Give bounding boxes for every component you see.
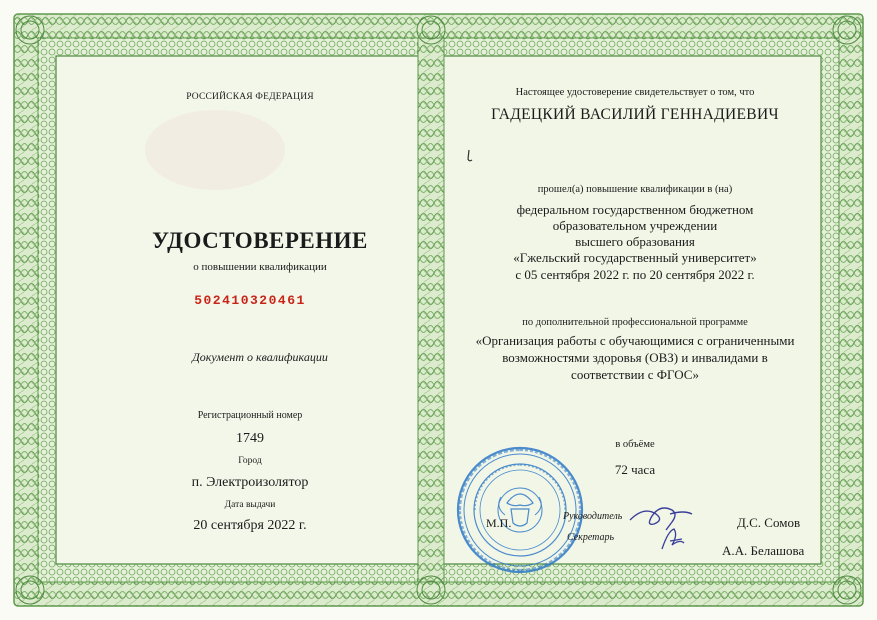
document-type: Документ о квалификации xyxy=(192,350,328,364)
holder-name: ГАДЕЦКИЙ ВАСИЛИЙ ГЕННАДИЕВИЧ xyxy=(491,106,779,123)
stamp-label: М.П. xyxy=(486,516,512,530)
training-period: с 05 сентября 2022 г. по 20 сентября 2022 г. xyxy=(515,267,755,282)
secretary-signature-icon xyxy=(658,525,692,553)
city: п. Электроизолятор xyxy=(191,475,309,490)
program-line: «Организация работы с обучающимися с ограниченными xyxy=(475,333,795,348)
program-line: соответствии с ФГОС» xyxy=(571,367,699,382)
official-seal-icon xyxy=(455,445,585,575)
certificate-title: УДОСТОВЕРЕНИЕ xyxy=(152,228,368,253)
serial-number: 502410320461 xyxy=(194,293,306,308)
head-name: Д.С. Сомов xyxy=(737,515,801,530)
registration-number-label: Регистрационный номер xyxy=(197,410,303,421)
institution-line: высшего образования xyxy=(575,234,695,249)
volume-value: 72 часа xyxy=(614,462,656,477)
passed-label: прошел(а) повышение квалификации в (на) xyxy=(537,184,733,195)
volume-label: в объёме xyxy=(615,439,655,450)
institution-line: образовательном учреждении xyxy=(552,218,718,233)
intro-text: Настоящее удостоверение свидетельствует о том, что xyxy=(515,87,755,98)
institution-line: «Гжельский государственный университет» xyxy=(513,250,757,265)
city-label: Город xyxy=(238,456,262,466)
ink-mark-icon xyxy=(464,149,474,163)
certificate-subtitle: о повышении квалификации xyxy=(193,261,327,273)
program-label: по дополнительной профессиональной программе xyxy=(522,317,748,328)
country-label: РОССИЙСКАЯ ФЕДЕРАЦИЯ xyxy=(186,92,314,102)
secretary-label: Секретарь xyxy=(567,532,615,543)
registration-number: 1749 xyxy=(236,431,264,446)
secretary-name: А.А. Белашова xyxy=(722,543,805,558)
issue-date-label: Дата выдачи xyxy=(224,500,276,510)
program-line: возможностями здоровья (ОВЗ) и инвалидами в xyxy=(502,350,768,365)
institution-line: федеральном государственном бюджетном xyxy=(516,202,754,217)
issue-date: 20 сентября 2022 г. xyxy=(193,518,307,533)
head-label: Руководитель xyxy=(563,511,623,522)
